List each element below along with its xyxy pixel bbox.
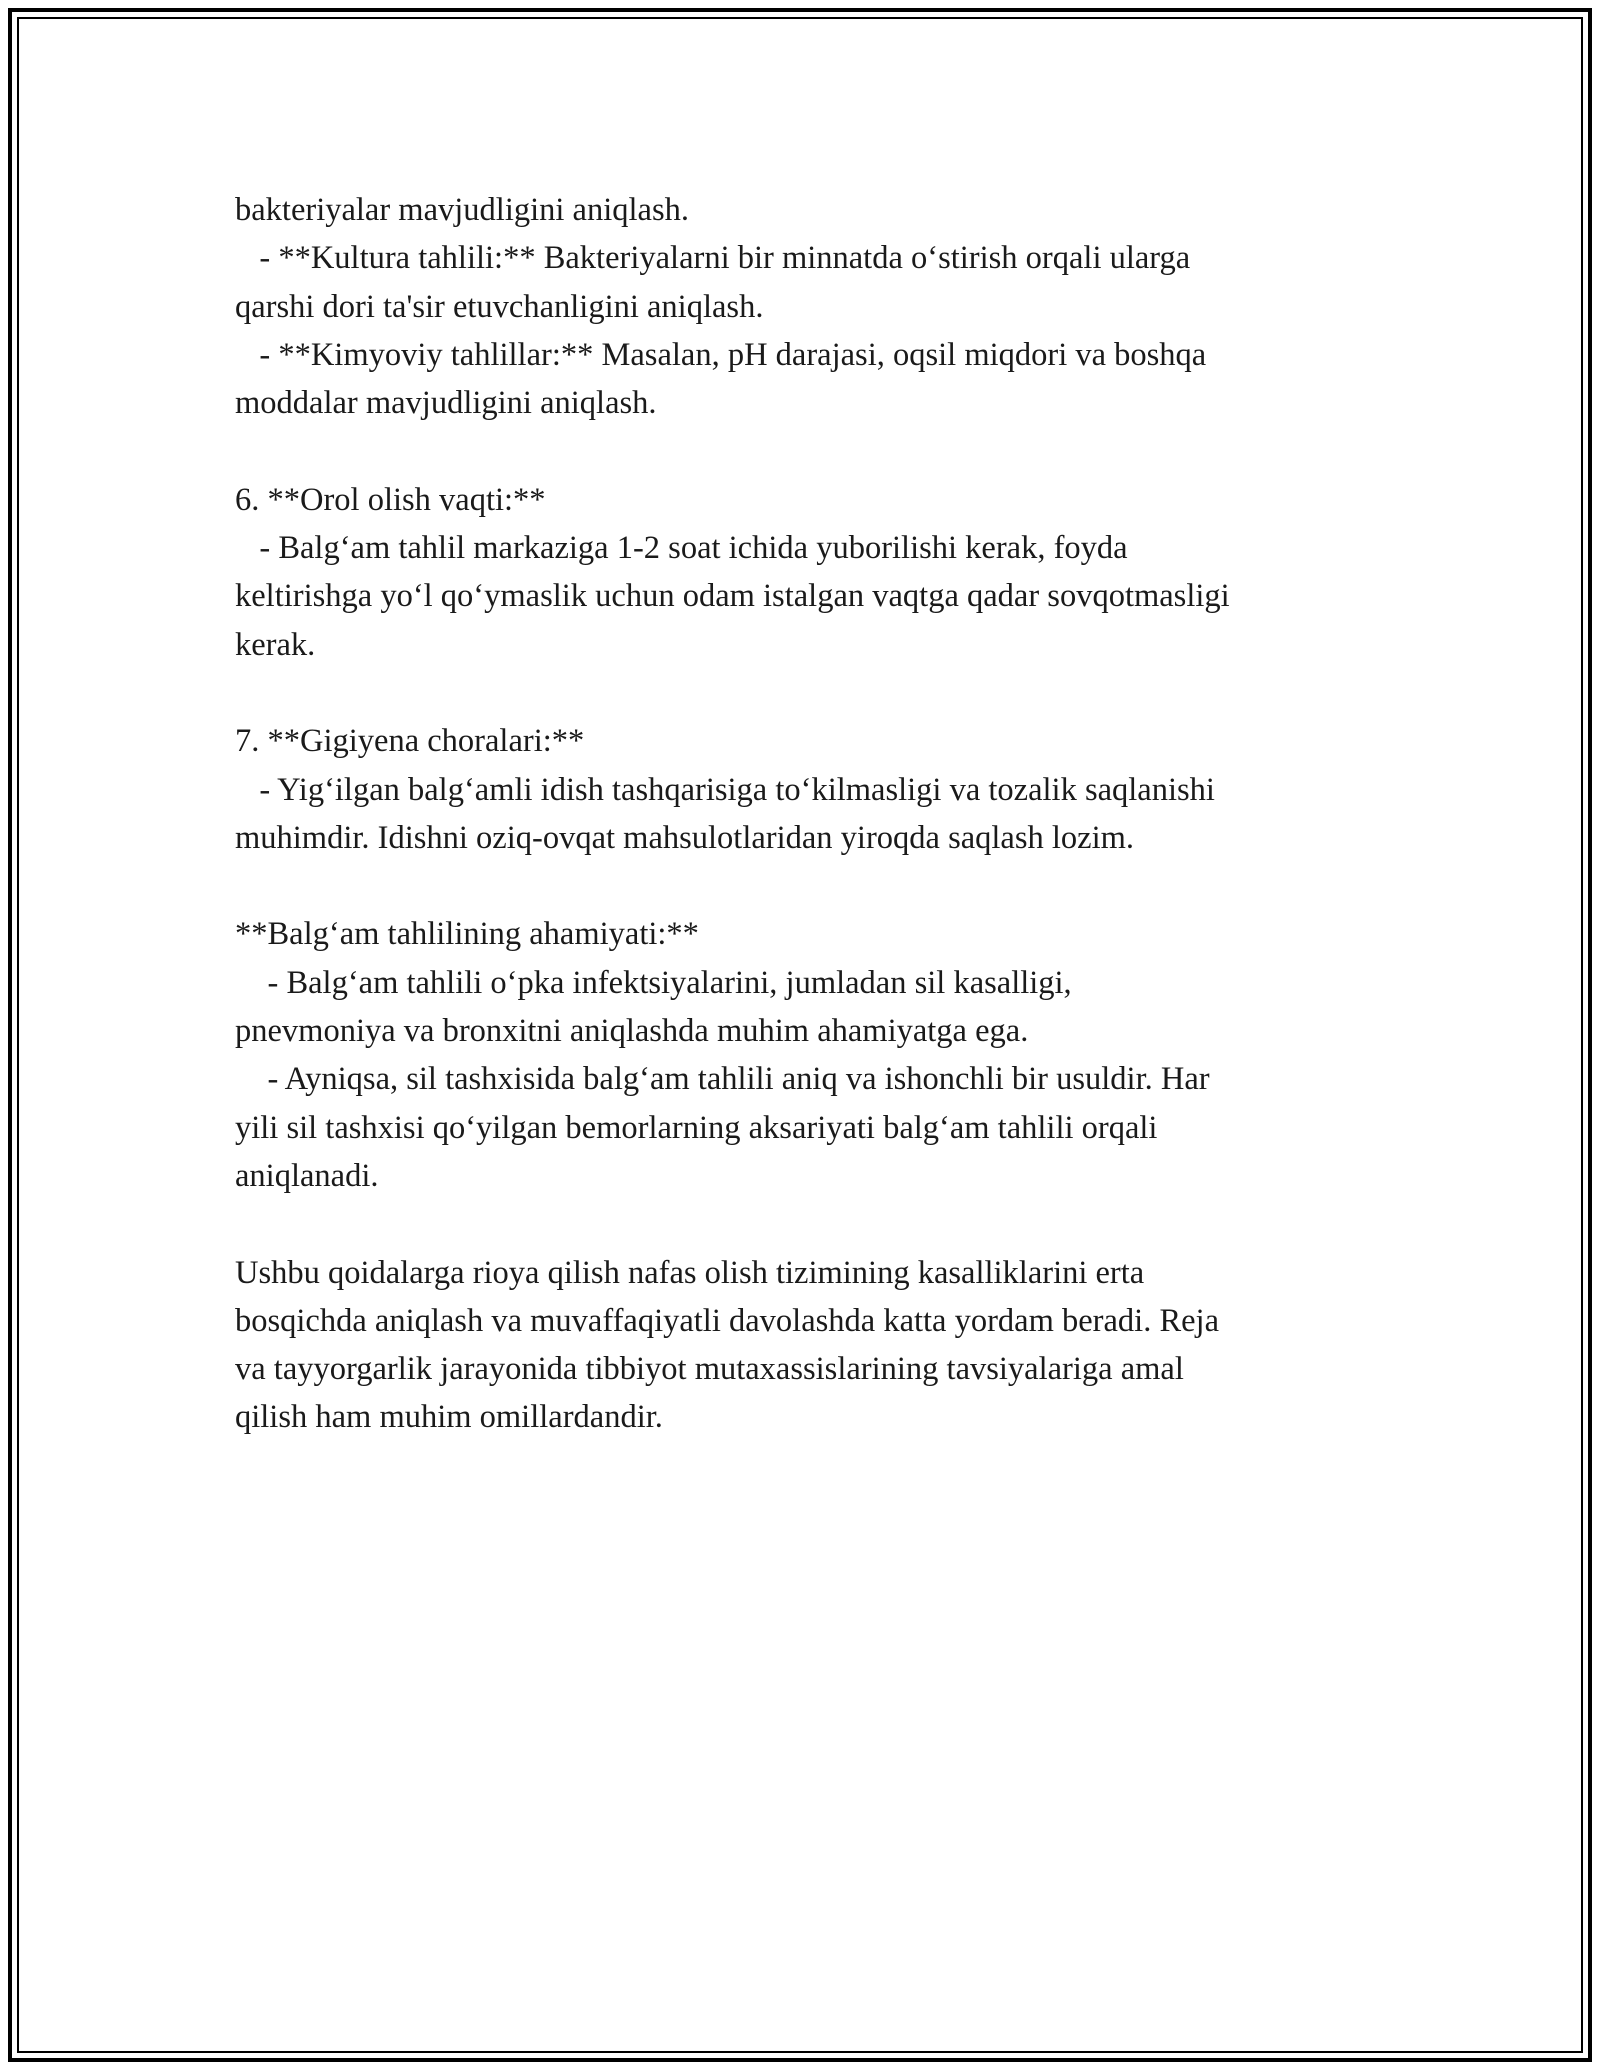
section-heading: **Balg‘am tahlilining ahamiyati:** <box>235 916 699 953</box>
conclusion-line: bosqichda aniqlash va muvaffaqiyatli davolashda katta yordam beradi. Reja <box>235 1302 1220 1339</box>
text-line: keltirishga yo‘l qo‘ymaslik uchun odam istalgan vaqtga qadar sovqotmasligi <box>235 578 1230 615</box>
conclusion-line: qilish ham muhim omillardandir. <box>235 1399 663 1436</box>
text-line: qarshi dori ta'sir etuvchanligini aniqlash. <box>235 288 764 325</box>
section-heading: 6. **Orol olish vaqti:** <box>235 481 546 518</box>
text-line: - Balg‘am tahlili o‘pka infektsiyalarini, jumladan sil kasalligi, <box>235 964 1072 1001</box>
text-line: muhimdir. Idishni oziq-ovqat mahsulotlaridan yiroqda saqlash lozim. <box>235 819 1135 856</box>
conclusion-line: Ushbu qoidalarga rioya qilish nafas olish tizimining kasalliklarini erta <box>235 1254 1145 1291</box>
text-line: pnevmoniya va bronxitni aniqlashda muhim ahamiyatga ega. <box>235 1013 1029 1050</box>
text-line: yili sil tashxisi qo‘yilgan bemorlarning aksariyati balg‘am tahlili orqali <box>235 1109 1158 1146</box>
blank-line <box>235 427 1385 475</box>
text-line: - Yig‘ilgan balg‘amli idish tashqarisiga to‘kilmasligi va tozalik saqlanishi <box>235 771 1215 808</box>
text-line: - **Kimyoviy tahlillar:** Masalan, pH darajasi, oqsil miqdori va boshqa <box>235 336 1207 373</box>
text-line: - Balg‘am tahlil markaziga 1-2 soat ichida yuborilishi kerak, foyda <box>235 530 1128 567</box>
section-heading: 7. **Gigiyena choralari:** <box>235 723 585 760</box>
blank-line <box>235 1200 1385 1248</box>
text-line: moddalar mavjudligini aniqlash. <box>235 385 657 422</box>
text-line: - Ayniqsa, sil tashxisida balg‘am tahlili aniq va ishonchli bir usuldir. Har <box>235 1061 1210 1098</box>
text-line: aniqlanadi. <box>235 1157 379 1194</box>
document-body <box>235 186 1385 1442</box>
text-line: - **Kultura tahlili:** Bakteriyalarni bir minnatda o‘stirish orqali ularga <box>235 240 1191 277</box>
conclusion-line: va tayyorgarlik jarayonida tibbiyot mutaxassislarining tavsiyalariga amal <box>235 1351 1184 1388</box>
text-line: kerak. <box>235 626 316 663</box>
blank-line <box>235 669 1385 717</box>
blank-line <box>235 862 1385 910</box>
text-line: bakteriyalar mavjudligini aniqlash. <box>235 192 689 228</box>
